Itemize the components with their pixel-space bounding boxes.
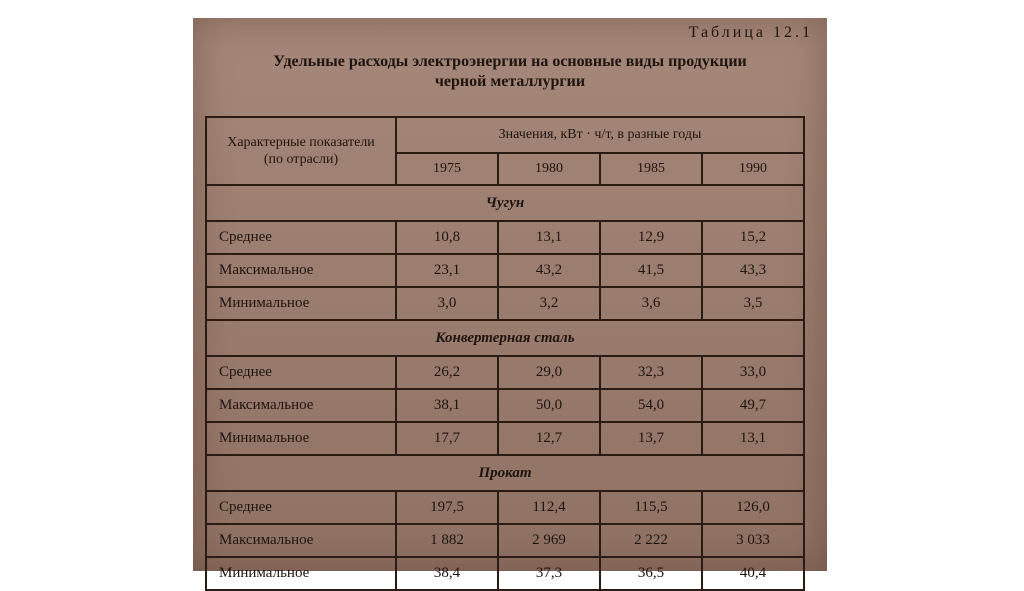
table-row <box>206 389 804 422</box>
indicator-header-line1: Характерные показатели <box>227 135 375 150</box>
value-cell: 1 882 <box>396 524 498 557</box>
value-cell: 13,1 <box>498 221 600 254</box>
data-table <box>205 116 805 591</box>
section-row <box>206 455 804 491</box>
value-cell: 38,4 <box>396 557 498 590</box>
value-cell: 26,2 <box>396 356 498 389</box>
table-title-line2: черной металлургии <box>434 73 586 90</box>
value-cell: 15,2 <box>702 221 804 254</box>
row-label: Среднее <box>206 356 396 389</box>
table-row <box>206 221 804 254</box>
value-cell: 3,6 <box>600 287 702 320</box>
section-row <box>206 320 804 356</box>
value-cell: 12,7 <box>498 422 600 455</box>
value-cell: 3,5 <box>702 287 804 320</box>
value-cell: 50,0 <box>498 389 600 422</box>
value-cell: 49,7 <box>702 389 804 422</box>
row-label: Максимальное <box>206 254 396 287</box>
value-cell: 33,0 <box>702 356 804 389</box>
value-cell: 197,5 <box>396 491 498 524</box>
book-page-photo <box>193 18 827 581</box>
value-cell: 43,3 <box>702 254 804 287</box>
value-cell: 32,3 <box>600 356 702 389</box>
value-cell: 23,1 <box>396 254 498 287</box>
row-label: Максимальное <box>206 389 396 422</box>
value-cell: 17,7 <box>396 422 498 455</box>
row-label: Среднее <box>206 491 396 524</box>
year-header: 1990 <box>702 153 804 185</box>
value-cell: 13,1 <box>702 422 804 455</box>
value-cell: 2 969 <box>498 524 600 557</box>
value-cell: 43,2 <box>498 254 600 287</box>
table-number: Таблица 12.1 <box>688 24 813 41</box>
row-label: Минимальное <box>206 557 396 590</box>
year-header: 1975 <box>396 153 498 185</box>
value-cell: 10,8 <box>396 221 498 254</box>
indicator-header-line2: (по отрасли) <box>263 152 339 167</box>
value-cell: 54,0 <box>600 389 702 422</box>
value-cell: 41,5 <box>600 254 702 287</box>
value-cell: 38,1 <box>396 389 498 422</box>
year-header: 1980 <box>498 153 600 185</box>
values-header: Значения, кВт · ч/т, в разные годы <box>396 117 804 153</box>
section-title: Чугун <box>206 185 804 221</box>
value-cell: 37,3 <box>498 557 600 590</box>
value-cell: 13,7 <box>600 422 702 455</box>
value-cell: 29,0 <box>498 356 600 389</box>
table-row <box>206 356 804 389</box>
header-row <box>206 117 804 153</box>
indicator-header <box>206 117 396 185</box>
value-cell: 115,5 <box>600 491 702 524</box>
table-row <box>206 287 804 320</box>
value-cell: 2 222 <box>600 524 702 557</box>
table-row <box>206 491 804 524</box>
table-row <box>206 524 804 557</box>
value-cell: 3,0 <box>396 287 498 320</box>
value-cell: 3 033 <box>702 524 804 557</box>
year-header: 1985 <box>600 153 702 185</box>
row-label: Минимальное <box>206 422 396 455</box>
value-cell: 12,9 <box>600 221 702 254</box>
table-title-line1: Удельные расходы электроэнергии на основные виды продукции <box>273 53 747 70</box>
value-cell: 40,4 <box>702 557 804 590</box>
value-cell: 3,2 <box>498 287 600 320</box>
section-row <box>206 185 804 221</box>
section-title: Конвертерная сталь <box>206 320 804 356</box>
table-row <box>206 254 804 287</box>
table-row <box>206 422 804 455</box>
row-label: Максимальное <box>206 524 396 557</box>
value-cell: 112,4 <box>498 491 600 524</box>
row-label: Среднее <box>206 221 396 254</box>
table-title <box>193 52 827 92</box>
value-cell: 36,5 <box>600 557 702 590</box>
value-cell: 126,0 <box>702 491 804 524</box>
row-label: Минимальное <box>206 287 396 320</box>
section-title: Прокат <box>206 455 804 491</box>
